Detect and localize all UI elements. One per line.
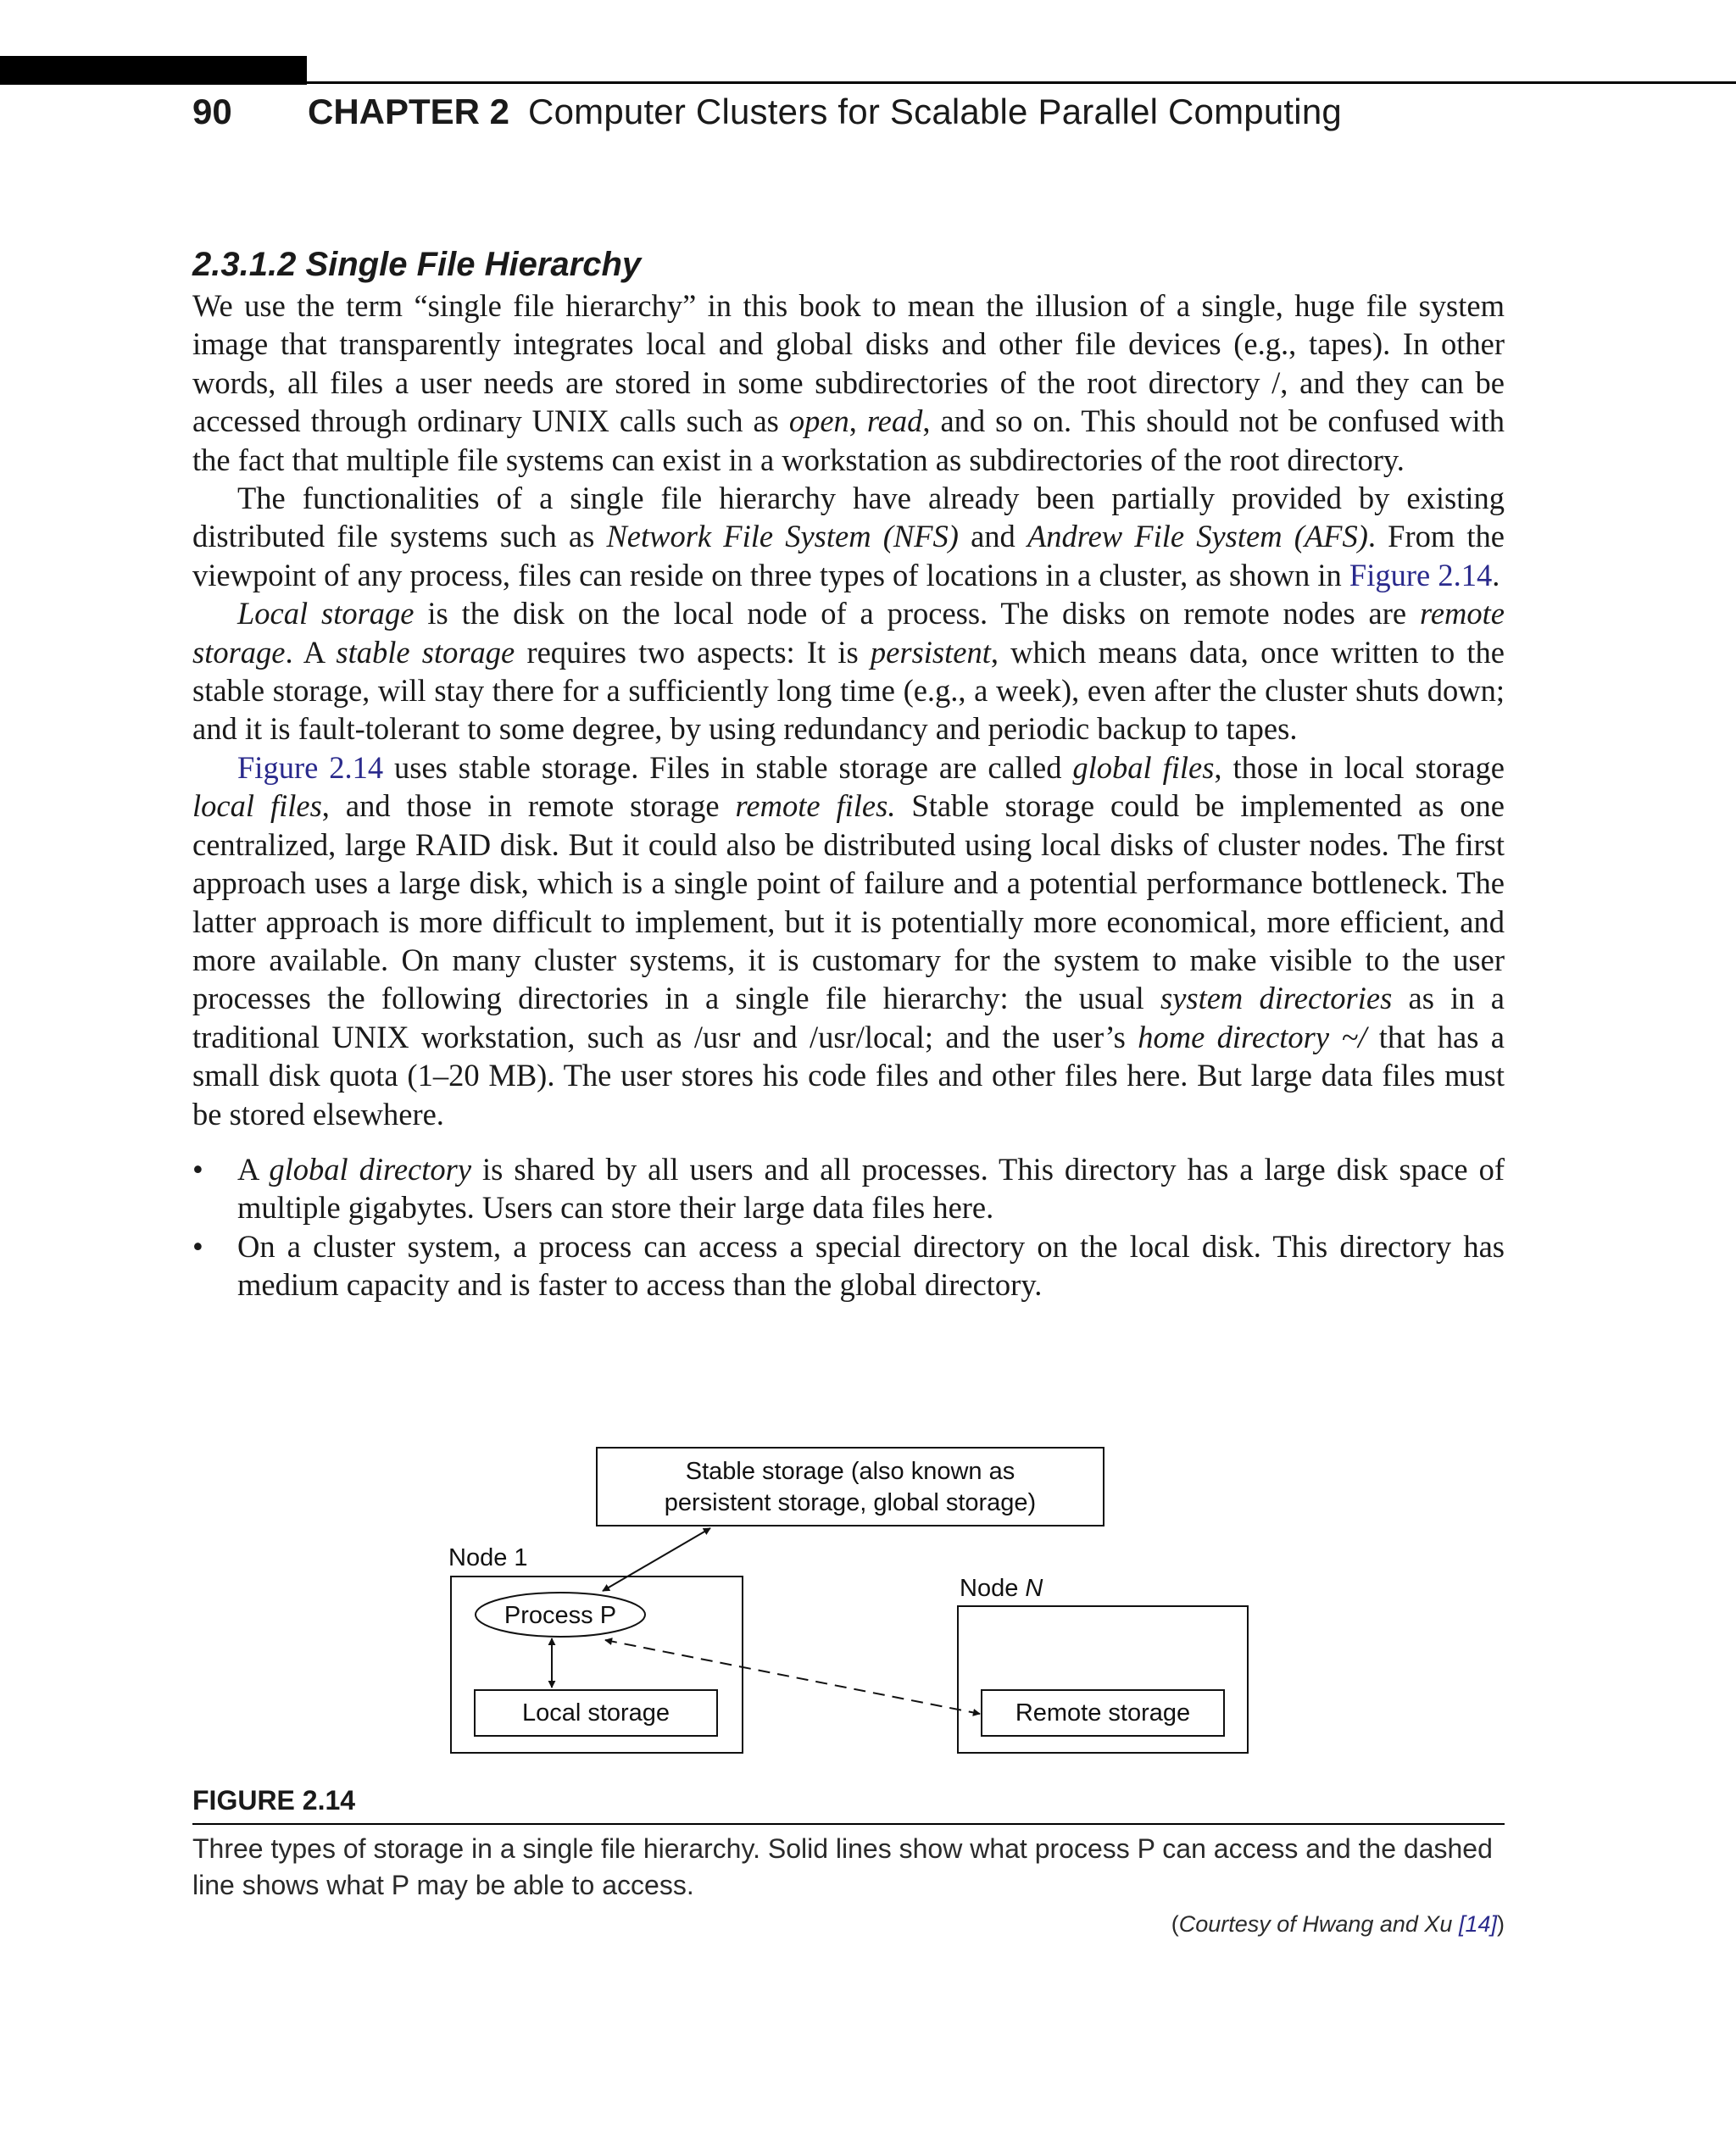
reference-link[interactable]: [14]	[1458, 1911, 1497, 1937]
remote-storage-label: Remote storage	[1015, 1699, 1191, 1727]
list-item: • On a cluster system, a process can access a special directory on the local disk. This directory has medium capacity and is faster to access than the global directory.	[192, 1227, 1505, 1304]
stable-access-arrow	[603, 1528, 710, 1591]
stable-storage-label-line2: persistent storage, global storage)	[664, 1489, 1037, 1516]
header-rule	[307, 81, 1736, 84]
figure-rule	[192, 1823, 1505, 1825]
chapter-label: CHAPTER 2	[308, 92, 510, 131]
stable-storage-label-line1: Stable storage (also known as	[685, 1458, 1015, 1485]
bullet-list	[192, 1150, 1505, 1304]
page-number: 90	[192, 92, 232, 131]
section-heading: 2.3.1.2 Single File Hierarchy	[192, 246, 642, 283]
figure-caption: Three types of storage in a single file hierarchy. Solid lines show what process P can access and the dashed line shows what P may be able to access.	[192, 1833, 1493, 1900]
local-storage-label: Local storage	[521, 1699, 670, 1727]
body-text	[192, 286, 1505, 1304]
process-p-label: Process P	[504, 1602, 617, 1629]
figure-link[interactable]: Figure 2.14	[237, 749, 384, 785]
nodeN-label: Node N	[960, 1575, 1043, 1602]
paragraph-4: Figure 2.14 uses stable storage. Files in stable storage are called global files, those in local storage local files, and those in remote storage remote files. Stable storage could be implemented as one centralized, large RAID disk. But it could also be distributed using local disks of cluster nodes. The first approach uses a large disk, which is a single point of failure and a potential performance bottleneck. The latter approach is more difficult to implement, but it is potentially more economical, more efficient, and more available. On many cluster systems, it is customary for the system to make visible to the user processes the following directories in a single file hierarchy: the usual system directories as in a traditional UNIX workstation, such as /usr and /usr/local; and the user’s home directory ~/ that has a small disk quota (1–20 MB). The user stores his code files and other files here. But large data files must be stored elsewhere.	[192, 749, 1505, 1132]
paragraph-3: Local storage is the disk on the local node of a process. The disks on remote nodes are remote storage. A stable storage requires two aspects: It is persistent, which means data, once written to the stable storage, will stay there for a sufficiently long time (e.g., a week), even after the cluster shuts down; and it is fault-tolerant to some degree, by using redundancy and periodic backup to tapes.	[192, 596, 1505, 747]
figure-credit: (Courtesy of Hwang and Xu [14])	[1171, 1911, 1505, 1937]
chapter-title: Computer Clusters for Scalable Parallel Computing	[528, 92, 1342, 131]
figure-label: FIGURE 2.14	[192, 1785, 356, 1816]
header-black-bar	[0, 56, 307, 85]
storage-diagram	[0, 1432, 1736, 1771]
list-item: • A global directory is shared by all users and all processes. This directory has a large disk space of multiple gigabytes. Users can store their large data files here.	[192, 1150, 1505, 1227]
paragraph-2: The functionalities of a single file hierarchy have already been partially provided by existing distributed file systems such as Network File System (NFS) and Andrew File System (AFS). From the viewpoint of any process, files can reside on three types of locations in a cluster, as shown in Figure 2.14.	[192, 481, 1505, 592]
figure-link[interactable]: Figure 2.14	[1349, 557, 1493, 592]
node1-label: Node 1	[448, 1544, 528, 1571]
nodeN-box	[958, 1606, 1248, 1753]
paragraph-1: We use the term “single file hierarchy” in this book to mean the illusion of a single, huge file system image that transparently integrates local and global disks and other file devices (e.g., tapes). In other words, all files a user needs are stored in some subdirectories of the root directory /, and they can be accessed through ordinary UNIX calls such as open, read, and so on. This should not be confused with the fact that multiple file systems can exist in a workstation as subdirectories of the root directory.	[192, 288, 1505, 477]
running-head	[192, 92, 1342, 142]
